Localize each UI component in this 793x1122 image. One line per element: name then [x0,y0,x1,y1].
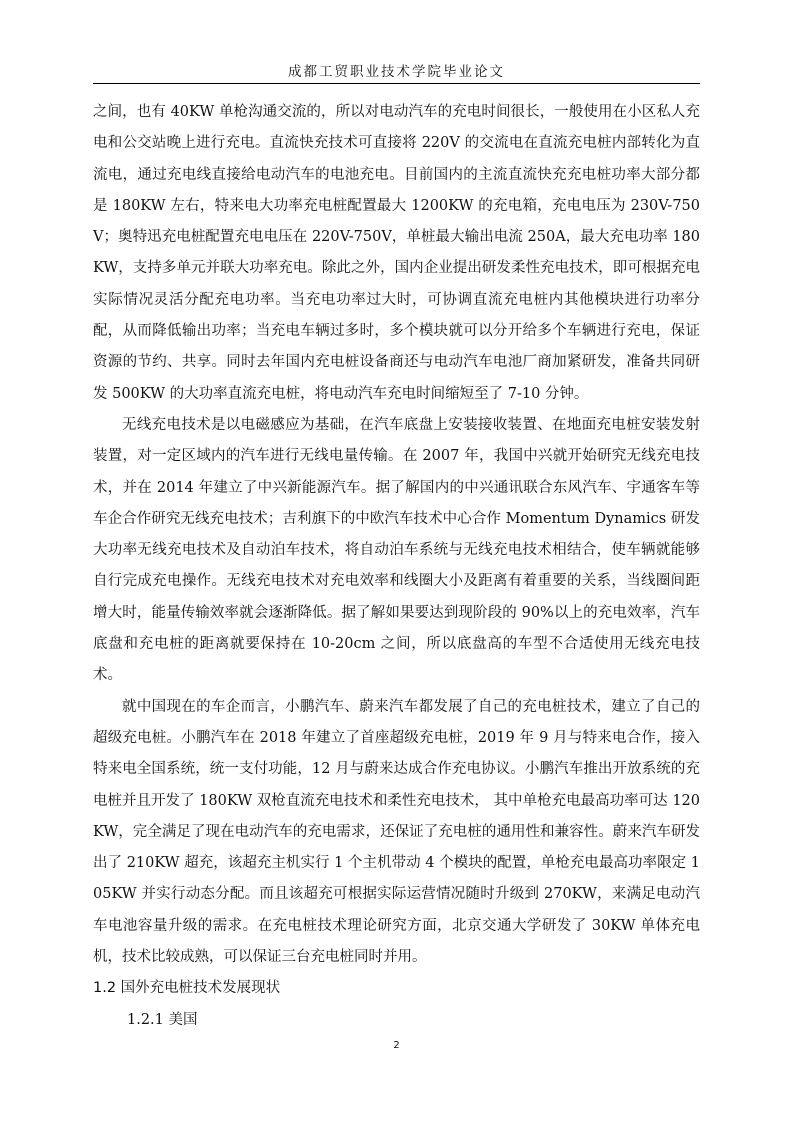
header-divider [93,83,700,84]
paragraph-wireless-charging: 无线充电技术是以电磁感应为基础，在汽车底盘上安装接收装置、在地面充电桩安装发射装置，对一定区域内的汽车进行无线电量传输。在 2007 年，我国中兴就开始研究无线充电技术，并在 2014 年建立了中兴新能源汽车。据了解国内的中兴通讯联合东风汽车、宇通客车等车企合作研究无线充电技术；吉利旗下的中欧汽车技术中心合作 Momentum Dynamics 研发大功率无线充电技术及自动泊车技术，将自动泊车系统与无线充电技术相结合，使车辆就能够自行完成充电操作。无线充电技术对充电效率和线圈大小及距离有着重要的关系，当线圈间距增大时，能量传输效率就会逐渐降低。据了解如果要达到现阶段的 90%以上的充电效率，汽车底盘和充电桩的距离就要保持在 10-20cm 之间，所以底盘高的车型不合适使用无线充电技术。 [93,416,700,684]
paragraph-dc-fast-charging: 之间，也有 40KW 单枪沟通交流的，所以对电动汽车的充电时间很长，一般使用在小区私人充电和公交站晚上进行充电。直流快充技术可直接将 220V 的交流电在直流充电桩内部转化为直流电，通过充电线直接给电动汽车的电池充电。目前国内的主流直流快充充电桩功率大部分都是 180KW 左右，特来电大功率充电桩配置最大 1200KW 的充电箱，充电电压为 230V-750V；奥特迅充电桩配置充电电压在 220V-750V，单桩最大输出电流 250A，最大充电功率 180KW，支持多单元并联大功率充电。除此之外，国内企业提出研发柔性充电技术，即可根据充电实际情况灵活分配充电功率。当充电功率过大时，可协调直流充电桩内其他模块进行功率分配，从而降低输出功率；当充电车辆过多时，多个模块就可以分开给多个车辆进行充电，保证资源的节约、共享。同时去年国内充电桩设备商还与电动汽车电池厂商加紧研发，准备共同研发 500KW 的大功率直流充电桩，将电动汽车充电时间缩短至了 7-10 分钟。 [93,104,700,402]
section-heading: 1.2 国外充电桩技术发展现状 [93,980,281,997]
page-header-title: 成都工贸职业技术学院毕业论文 [288,64,505,80]
page-number: 2 [393,1040,400,1051]
paragraph-domestic-automakers: 就中国现在的车企而言，小鹏汽车、蔚来汽车都发展了自己的充电桩技术，建立了自己的超级充电桩。小鹏汽车在 2018 年建立了首座超级充电桩，2019 年 9 月与特来电合作，接入特来电全国系统，统一支付功能，12 月与蔚来达成合作充电协议。小鹏汽车推出开放系统的充电桩并且开发了 180KW 双枪直流充电技术和柔性充电技术， 其中单枪充电最高功率可达 120KW，完全满足了现在电动汽车的充电需求，还保证了充电桩的通用性和兼容性。蔚来汽车研发出了 210KW 超充，该超充主机实行 1 个主机带动 4 个模块的配置，单枪充电最高功率限定 105KW 并实行动态分配。而且该超充可根据实际运营情况随时升级到 270KW，来满足电动汽车电池容量升级的需求。在充电桩技术理论研究方面，北京交通大学研发了 30KW 单体充电机，技术比较成熟，可以保证三台充电桩同时并用。 [93,698,700,966]
document-body [93,97,700,1036]
subsection-heading: 1.2.1 美国 [127,1011,198,1028]
